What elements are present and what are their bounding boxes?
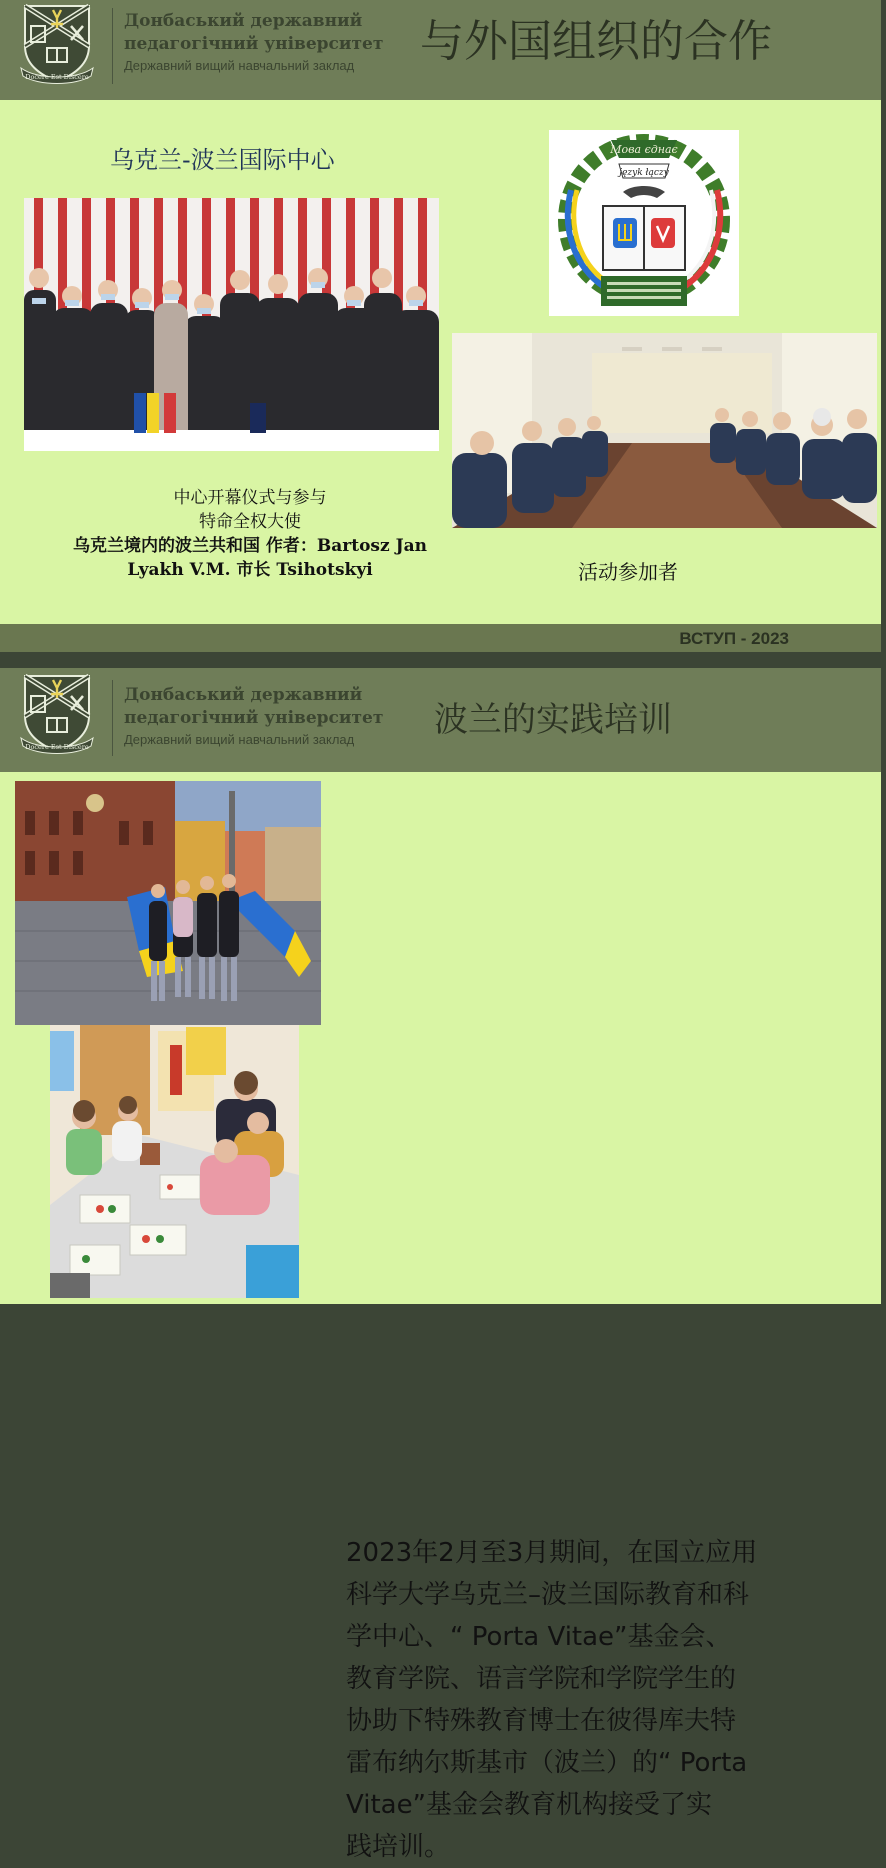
svg-text:Docere Est Discere: Docere Est Discere [25,743,89,751]
caption-line: 特命全权大使 [199,512,301,532]
header-divider [112,680,113,756]
university-crest-icon [17,672,97,756]
photo-children-class [50,1025,299,1298]
center-logo [549,130,739,316]
caption-opening-ceremony [20,486,480,582]
footer-label: ВСТУП - 2023 [679,629,789,648]
slide-title: 波兰的实践培训 [434,700,672,740]
university-name-line1: Донбаський державний [124,685,363,705]
svg-text:Docere Est Discere: Docere Est Discere [25,73,89,81]
description-line: 践培训。 [346,1832,451,1862]
photo-city-square [15,781,321,1025]
slide-practical-training [0,668,881,1862]
slide-header [0,0,881,100]
section-subtitle: 乌克兰-波兰国际中心 [110,146,335,174]
caption-line: Lyakh V.M. 市长 Tsihotskyi [127,560,373,580]
svg-text:Мова єднає: Мова єднає [610,143,678,156]
university-status: Державний вищий навчальний заклад [124,58,355,73]
header-divider [112,8,113,84]
description-line: 2023年2月至3月期间，在国立应用 [346,1538,758,1568]
university-crest-icon [17,2,97,86]
slide-title: 与外国组织的合作 [420,16,772,67]
training-description [346,1532,846,1868]
description-line: 协助下特殊教育博士在彼得库夫特 [346,1706,737,1736]
description-line: Vitae”基金会教育机构接受了实 [346,1790,713,1820]
caption-line: 乌克兰境内的波兰共和国 作者：Bartosz Jan [72,536,427,556]
university-name-line1: Донбаський державний [124,11,363,31]
university-name-line2: педагогічний університет [124,708,384,728]
description-line: 科学大学乌克兰–波兰国际教育和科 [346,1580,750,1610]
description-line: 学中心、“ Porta Vitae”基金会、 [346,1622,732,1652]
caption-line: 中心开幕仪式与参与 [173,488,327,508]
caption-participants: 活动参加者 [578,560,678,584]
university-name [124,10,383,76]
university-name [124,684,383,750]
slide-header [0,668,881,772]
university-status: Державний вищий навчальний заклад [124,732,355,747]
photo-meeting-participants [452,333,877,528]
slide-cooperation [0,0,881,652]
slide-footer [0,624,881,652]
photo-opening-ceremony [24,198,439,451]
description-line: 教育学院、语言学院和学院学生的 [346,1664,737,1694]
description-line: 雷布纳尔斯基市（波兰）的“ Porta [346,1748,748,1778]
university-name-line2: педагогічний університет [124,34,384,54]
svg-text:język łączy: język łączy [619,168,669,178]
